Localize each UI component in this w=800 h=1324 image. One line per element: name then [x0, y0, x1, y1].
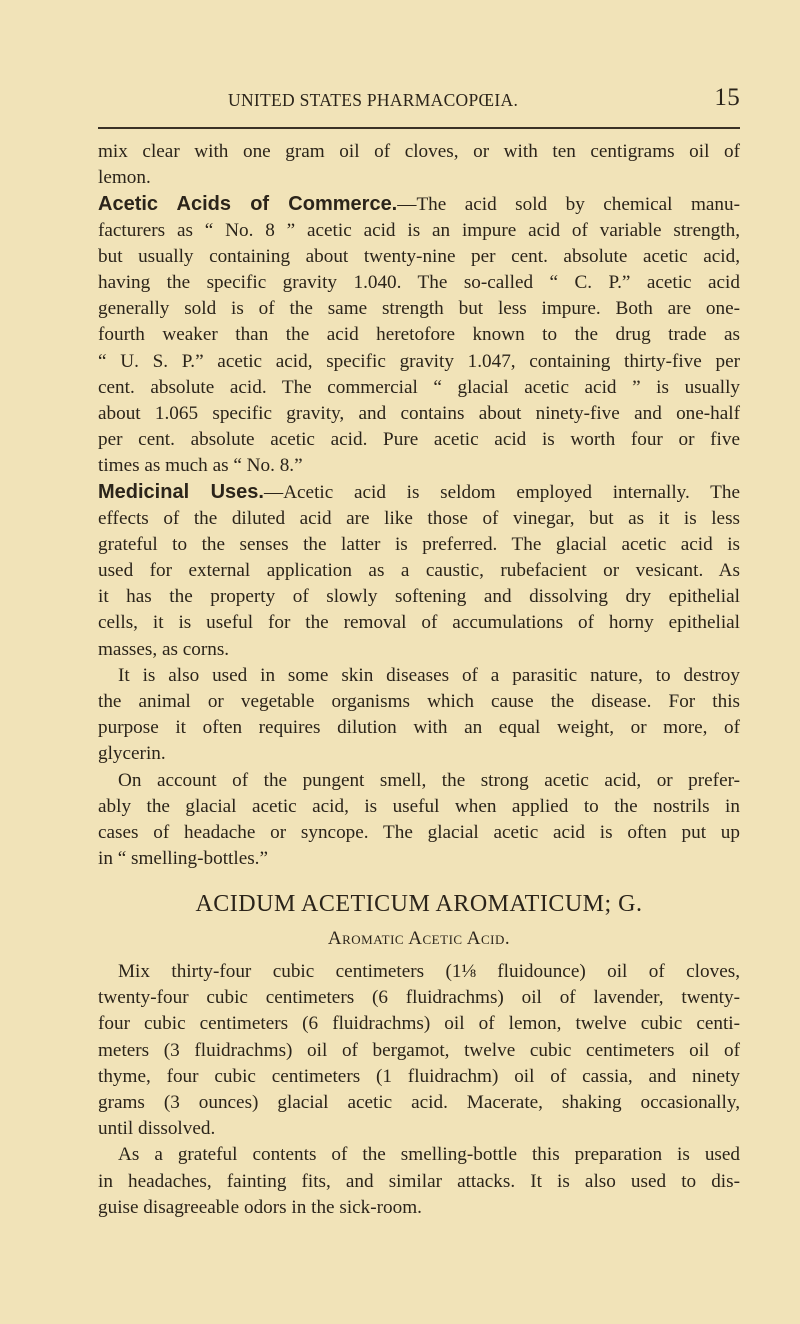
text-line — [98, 244, 740, 270]
text-line — [98, 741, 740, 767]
line-text: twenty-four cubic centimeters (6 fluidrachms) oil of lavender, twenty- — [98, 987, 740, 1009]
line-text: but usually containing about twenty-nine per cent. absolute acetic acid, — [98, 245, 740, 267]
text-line — [98, 296, 740, 322]
text-line — [98, 637, 740, 663]
line-text: times as much as “ No. 8.” — [98, 455, 303, 477]
run-in-heading: Acetic Acids of Commerce. — [98, 193, 398, 216]
line-text: masses, as corns. — [98, 638, 230, 660]
line-text: per cent. absolute acetic acid. Pure acetic acid is worth four or five — [98, 429, 740, 451]
text-line — [98, 1090, 740, 1116]
section-title: ACIDUM ACETICUM AROMATICUM; G. — [195, 891, 643, 917]
text-line — [98, 1064, 740, 1090]
line-text: generally sold is of the same strength but less impure. Both are one- — [98, 298, 740, 320]
text-line — [98, 506, 740, 532]
text-line — [98, 558, 740, 584]
section-aromatic-acetic-acid-text — [98, 959, 740, 1221]
text-line — [98, 1011, 740, 1037]
line-text: It is also used in some skin diseases of a parasitic nature, to destroy — [118, 664, 740, 686]
line-text: meters (3 fluidrachms) oil of bergamot, twelve cubic centimeters oil of — [98, 1039, 740, 1061]
text-line — [98, 689, 740, 715]
running-header — [228, 84, 740, 114]
line-text: cases of headache or syncope. The glacial acetic acid is often put up — [98, 821, 740, 843]
line-text: ably the glacial acetic acid, is useful when applied to the nostrils in — [98, 795, 740, 817]
text-line — [98, 532, 740, 558]
line-text: On account of the pungent smell, the strong acetic acid, or prefer- — [118, 769, 740, 791]
text-line — [98, 139, 740, 165]
line-text: in “ smelling-bottles.” — [98, 848, 268, 870]
line-text: having the specific gravity 1.040. The so-called “ C. P.” acetic acid — [98, 271, 740, 293]
text-line — [98, 1169, 740, 1195]
line-text: until dissolved. — [98, 1118, 216, 1140]
text-line — [98, 1038, 740, 1064]
text-line — [98, 1116, 740, 1142]
text-line — [98, 794, 740, 820]
run-in-heading: Medicinal Uses. — [98, 481, 264, 504]
text-line — [98, 349, 740, 375]
line-text: —The acid sold by chemical manu- — [397, 194, 740, 216]
text-line — [98, 663, 740, 689]
text-line — [98, 959, 740, 985]
line-text: thyme, four cubic centimeters (1 fluidrachm) oil of cassia, and ninety — [98, 1065, 740, 1087]
text-line — [98, 820, 740, 846]
line-text: about 1.065 specific gravity, and contains about ninety-five and one-half — [98, 402, 740, 424]
line-text: four cubic centimeters (6 fluidrachms) oil of lemon, twelve cubic centi- — [98, 1013, 740, 1035]
page-number: 15 — [714, 84, 740, 111]
text-line — [98, 846, 740, 872]
section-acetic-acid-text — [98, 139, 740, 872]
text-line — [98, 985, 740, 1011]
line-text: grateful to the senses the latter is preferred. The glacial acetic acid is — [98, 533, 740, 555]
line-text: —Acetic acid is seldom employed internally. The — [264, 482, 740, 504]
line-text: in headaches, fainting fits, and similar attacks. It is also used to dis- — [98, 1170, 740, 1192]
running-title: UNITED STATES PHARMACOPŒIA. — [228, 90, 519, 110]
text-line — [98, 584, 740, 610]
header-rule — [98, 127, 740, 129]
text-line — [98, 715, 740, 741]
line-text: guise disagreeable odors in the sick-room. — [98, 1196, 422, 1218]
text-line — [98, 375, 740, 401]
text-line — [98, 218, 740, 244]
line-text: used for external application as a caustic, rubefacient or vesicant. As — [98, 560, 740, 581]
text-line — [98, 165, 740, 191]
text-line — [98, 479, 740, 505]
line-text: glycerin. — [98, 743, 166, 765]
line-text: cent. absolute acid. The commercial “ glacial acetic acid ” is usually — [98, 376, 740, 398]
line-text: effects of the diluted acid are like those of vinegar, but as it is less — [98, 507, 740, 529]
line-text: lemon. — [98, 167, 151, 189]
line-text: fourth weaker than the acid heretofore known to the drug trade as — [98, 324, 740, 346]
text-line — [98, 453, 740, 479]
line-text: mix clear with one gram oil of cloves, or with ten centigrams oil of — [98, 141, 740, 162]
line-text: the animal or vegetable organisms which cause the disease. For this — [98, 690, 740, 712]
text-line — [98, 322, 740, 348]
text-line — [98, 270, 740, 296]
line-text: As a grateful contents of the smelling-bottle this preparation is used — [118, 1144, 740, 1166]
line-text: purpose it often requires dilution with an equal weight, or more, of — [98, 717, 740, 739]
line-text: “ U. S. P.” acetic acid, specific gravity 1.047, containing thirty-five per — [98, 350, 740, 372]
line-text: facturers as “ No. 8 ” acetic acid is an impure acid of variable strength, — [98, 219, 740, 241]
text-line — [98, 427, 740, 453]
text-line — [98, 401, 740, 427]
line-text: grams (3 ounces) glacial acetic acid. Macerate, shaking occasionally, — [98, 1091, 740, 1113]
text-line — [98, 610, 740, 636]
text-line — [98, 1142, 740, 1168]
line-text: cells, it is useful for the removal of accumulations of horny epithelial — [98, 612, 740, 634]
line-text: Mix thirty-four cubic centimeters (1⅛ fluidounce) oil of cloves, — [118, 961, 740, 982]
section-subtitle: Aromatic Acetic Acid. — [327, 928, 511, 949]
line-text: it has the property of slowly softening and dissolving dry epithelial — [98, 586, 740, 608]
text-line — [98, 768, 740, 794]
text-line — [98, 1195, 740, 1221]
text-line — [98, 191, 740, 217]
